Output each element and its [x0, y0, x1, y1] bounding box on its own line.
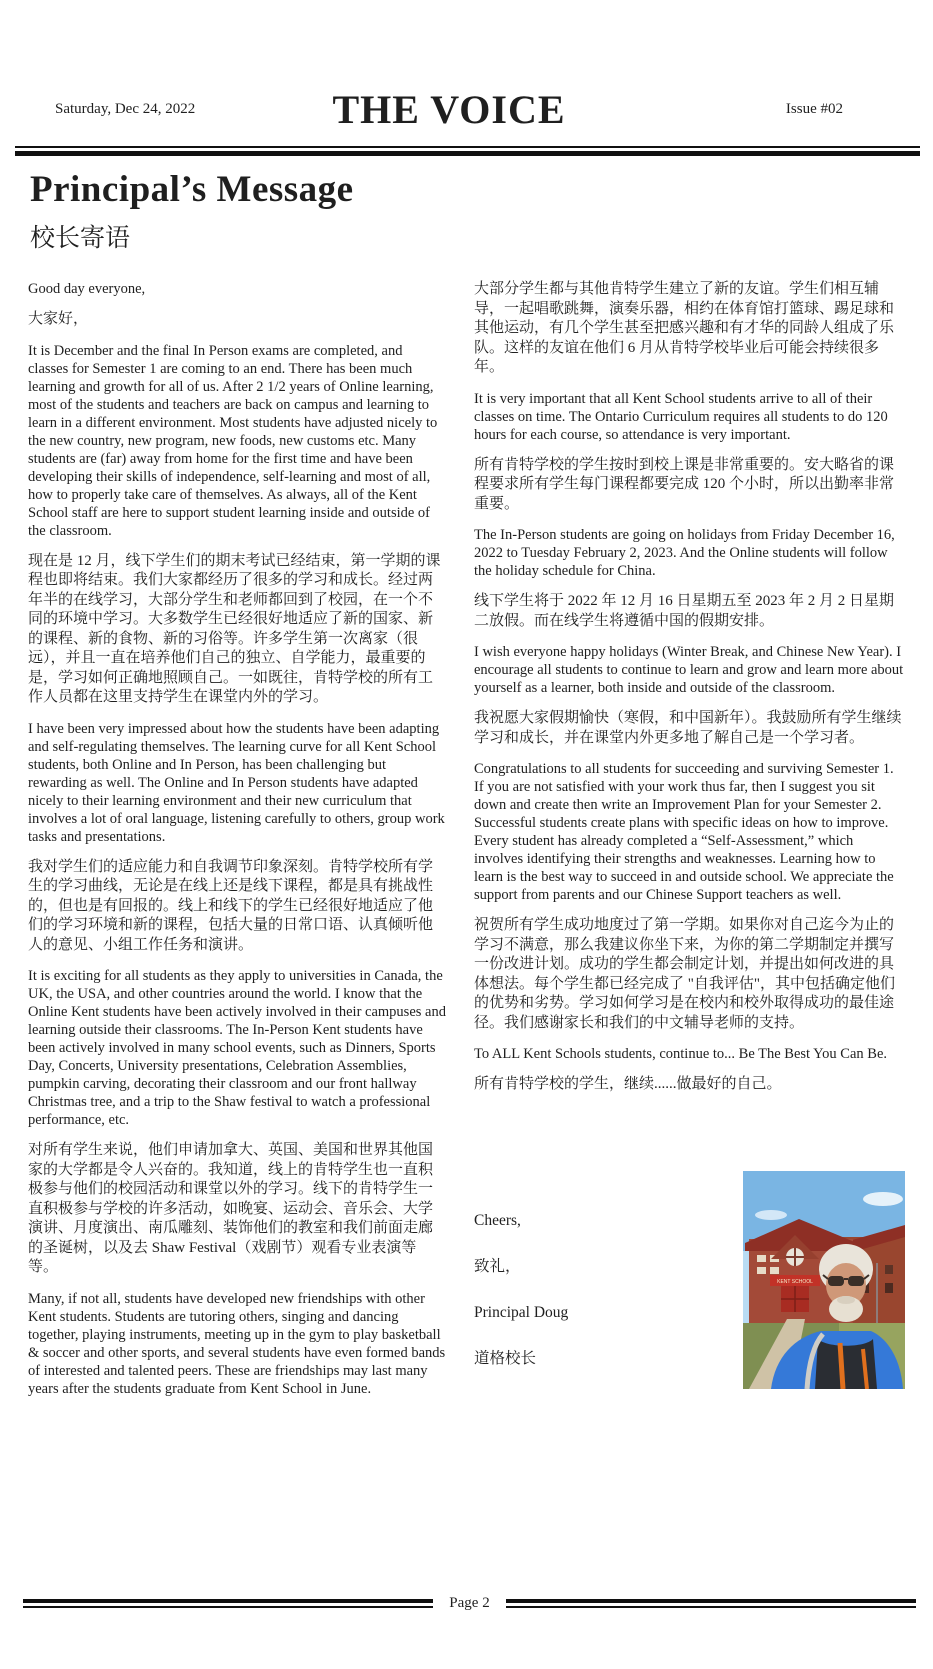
principal-photo-illustration: [743, 1171, 905, 1389]
masthead-title: THE VOICE: [332, 87, 566, 132]
article: [0, 168, 933, 1410]
signature-block: [474, 1171, 743, 1395]
signature-line: 致礼，: [474, 1257, 521, 1275]
paragraph: 祝贺所有学生成功地度过了第一学期。如果你对自己迄今为止的学习不满意，那么我建议你坐下来，为你的第二学期制定并撰写一份改进计划。成功的学生都会制定计划，并提出如何改进的具体想法。每个学生都已经完成了 "自我评估"，其中包括确定他们的优势和劣势。学习如何学习是在校内和校外取得成功的最佳途径。我们感谢家长和我们的中文辅导老师的支持。: [474, 917, 895, 1031]
paragraph: Congratulations to all students for succeeding and surviving Semester 1. If you are not satisfied with your work thus far, then I suggest you sit down and create then write an Improvement Plan for your Semester 2. Successful students create plans with specific ideas on how to improve. Every student has already completed a “Self-Assessment,” which involves identifying their strengths and weaknesses. Learning how to learn is the best way to succeed in and outside school. We appreciate the support from parents and our Chinese Support teachers as well.: [474, 761, 894, 903]
paragraph: 我对学生们的适应能力和自我调节印象深刻。肯特学校所有学生的学习曲线，无论是在线上还是线下课程，都是具有挑战性的，但也是有回报的。线上和线下的学生已经很好地适应了他们的学习环境和新的课程，包括大量的日常口语、认真倾听他人的意见、小组工作任务和演讲。: [28, 858, 434, 953]
paragraph: The In-Person students are going on holidays from Friday December 16, 2022 to Tuesday February 2, 2023. And the Online students will follow the holiday schedule for China.: [474, 527, 895, 579]
masthead-date: Saturday, Dec 24, 2022: [55, 101, 196, 117]
page-number: Page 2: [449, 1595, 490, 1611]
paragraph: 大家好，: [28, 311, 89, 327]
issue-number: Issue #02: [785, 101, 843, 117]
signature-line: Principal Doug: [474, 1303, 569, 1321]
paragraph: I wish everyone happy holidays (Winter Break, and Chinese New Year). I encourage all students to continue to learn and grow and learn more about yourself as a learner, both inside and outside of the classroom.: [474, 644, 904, 696]
paragraph: It is very important that all Kent School students arrive to all of their classes on time. The Ontario Curriculum requires all students to do 120 hours for each course, so attendance is very important.: [474, 390, 888, 443]
paragraph: 大部分学生都与其他肯特学生建立了新的友谊。学生们相互辅导，一起唱歌跳舞，演奏乐器，相约在体育馆打篮球、踢足球和其他运动，有几个学生甚至把感兴趣和有才华的同龄人组成了乐队。这样的友谊在他们 6 月从肯特学校毕业后可能会持续很多年。: [474, 281, 895, 375]
signature-row: [474, 1171, 905, 1395]
principal-photo: [743, 1171, 905, 1389]
paragraph: Good day everyone,: [28, 281, 146, 297]
page-footer: [23, 1595, 916, 1612]
signature-line: 道格校长: [474, 1349, 537, 1367]
svg-text:KENT SCHOOL: KENT SCHOOL: [777, 1278, 813, 1285]
paragraph: It is December and the final In Person exams are completed, and classes for Semester 1 are coming to an end. There has been much learning and growth for all of us. After 2 1/2 years of Online learning, most of the students and teachers are back on campus and learning to learn in a different environment. Most students have adjusted nicely to the new country, new program, new foods, new customs etc. Many students are (far) away from home for the first time and have been developing their skills of independence, self-learning and most of all, how to properly take care of themselves. As always, all of the Kent School staff are here to support student learning inside and outside of the classroom.: [28, 342, 438, 539]
paragraph: 现在是 12 月，线下学生们的期末考试已经结束，第一学期的课程也即将结束。我们大家都经历了很多的学习和成长。经过两年半的在线学习，大部分学生和老师都回到了校园，在一个不同的环境中学习。大多数学生已经很好地适应了新的国家、新的课程、新的食物、新的习俗等。许多学生第一次离家（很远），并且一直在培养他们自己的独立、自学能力，最重要的是，学习如何正确地照顾自己。一如既往，肯特学校的所有工作人员都在这里支持学生在课堂内外的学习。: [28, 552, 441, 705]
two-column-body: [28, 280, 905, 1410]
paragraph: 所有肯特学校的学生按时到校上课是非常重要的。安大略省的课程要求所有学生每门课程都要完成 120 个小时，所以出勤率非常重要。: [474, 456, 895, 512]
paragraph: 线下学生将于 2022 年 12 月 16 日星期五至 2023 年 2 月 2 日星期二放假。而在线学生将遵循中国的假期安排。: [474, 593, 895, 629]
article-title: Principal’s Message: [30, 169, 354, 210]
footer-divider-left: [23, 1599, 433, 1608]
right-column: [474, 280, 905, 1410]
paragraph: It is exciting for all students as they apply to universities in Canada, the UK, the USA, and other countries around the world. I know that the Online Kent students have been actively involved in their campuses and learning outside their classrooms. The In-Person Kent students have been actively involved in many school events, such as Dinners, Sports Day, Concerts, University presentations, Celebration Assemblies, pumpkin carving, decorating their classroom and our front hallway Christmas tree, and a trip to the Shaw festival to watch a professional performance, etc.: [28, 968, 446, 1128]
signature-line: Cheers,: [474, 1211, 521, 1229]
paragraph: To ALL Kent Schools students, continue to... Be The Best You Can Be.: [474, 1046, 888, 1062]
left-column: [28, 280, 446, 1410]
masthead: [0, 0, 933, 156]
paragraph: I have been very impressed about how the students have been adapting and self-regulating themselves. The learning curve for all Kent School students, both Online and In Person, has been challenging but rewarding as well. The Online and In Person students have adapted nicely to their learning environment and their new curriculum that involves a lot of oral language, listening carefully to others, group work tasks and presentations.: [28, 720, 445, 845]
header-divider: [15, 146, 920, 156]
masthead-row: [0, 0, 933, 133]
footer-divider-right: [506, 1599, 916, 1608]
paragraph: 所有肯特学校的学生，继续......做最好的自己。: [474, 1076, 782, 1092]
paragraph: 我祝愿大家假期愉快（寒假，和中国新年）。我鼓励所有学生继续学习和成长，并在课堂内外更多地了解自己是一个学习者。: [474, 710, 902, 746]
paragraph: 对所有学生来说，他们申请加拿大、英国、美国和世界其他国家的大学都是令人兴奋的。我知道，线上的肯特学生也一直积极参与他们的校园活动和课堂以外的学习。线下的肯特学生一直积极参与学校的许多活动，如晚宴、运动会、音乐会、大学演讲、月度演出、南瓜雕刻、装饰他们的教室和我们前面走廊的圣诞树，以及去 Shaw Festival（戏剧节）观看专业表演等等。: [28, 1142, 434, 1275]
paragraph: Many, if not all, students have developed new friendships with other Kent students. Students are tutoring others, singing and dancing together, playing instruments, meeting up in the gym to play basketball & soccer and other sports, and several students have even formed bands of interested and talented peers. These are friendships may last many years after the students graduate from Kent School in June.: [28, 1290, 446, 1397]
article-subtitle-zh: 校长寄语: [30, 225, 131, 252]
